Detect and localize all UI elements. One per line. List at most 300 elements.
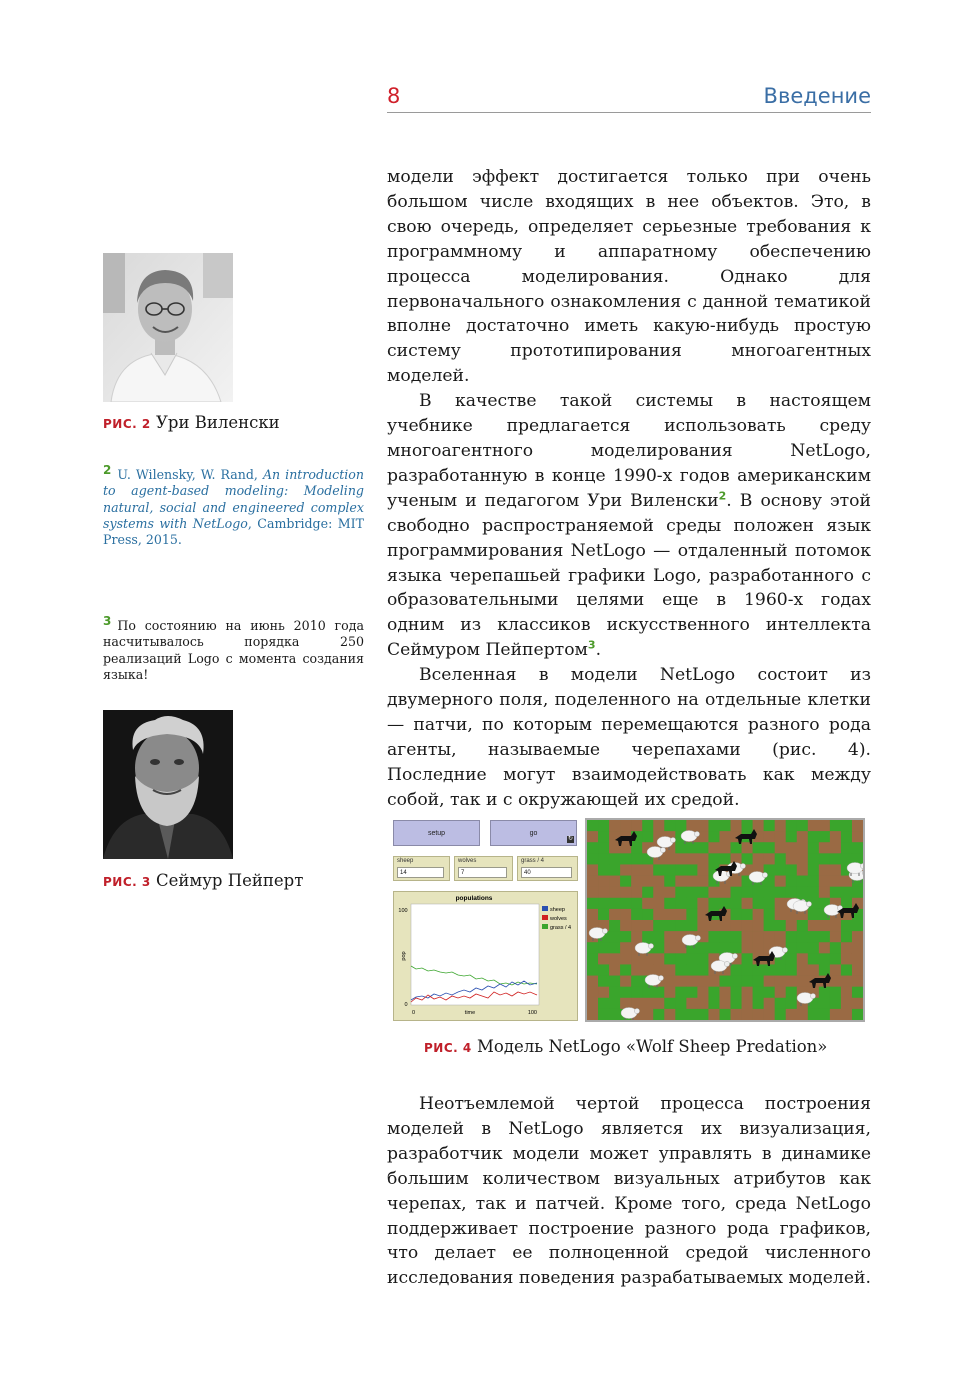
patch — [852, 976, 863, 987]
patch — [631, 976, 642, 987]
patch — [808, 831, 819, 842]
patch — [852, 998, 863, 1009]
footnote-ref-2[interactable]: 2 — [718, 489, 727, 503]
patch — [808, 876, 819, 887]
patch — [731, 942, 742, 953]
y-min-label: 0 — [404, 1002, 408, 1008]
patch — [642, 964, 653, 975]
patch — [609, 987, 620, 998]
patch — [609, 998, 620, 1009]
x-axis-label: time — [464, 1010, 476, 1016]
patch — [731, 998, 742, 1009]
patch — [852, 987, 863, 998]
photo-wilensky — [103, 253, 233, 402]
patch — [764, 964, 775, 975]
patch — [598, 998, 609, 1009]
patch — [653, 987, 664, 998]
patch — [631, 842, 642, 853]
patch — [653, 964, 664, 975]
patch — [620, 909, 631, 920]
patch — [819, 876, 830, 887]
patch — [708, 842, 719, 853]
patch — [631, 864, 642, 875]
patch — [753, 842, 764, 853]
populations-plot — [393, 891, 578, 1021]
patch — [675, 953, 686, 964]
patch — [664, 853, 675, 864]
patch — [697, 898, 708, 909]
patch — [587, 864, 598, 875]
patch — [642, 998, 653, 1009]
patch — [731, 887, 742, 898]
legend-swatch-wolves — [542, 915, 548, 920]
patch — [830, 953, 841, 964]
patch — [631, 953, 642, 964]
paragraph-3: Вселенная в модели NetLogo состоит из двумерного поля, поделенного на отдельные клетки — патчи, по которым перемещаются разного рода агенты, называемые черепахами (рис. 4). Последние могут взаимодействовать как между собой, так и с окружающей их средой. — [387, 665, 871, 810]
patch — [598, 876, 609, 887]
patch — [609, 864, 620, 875]
patch — [708, 998, 719, 1009]
patch — [852, 842, 863, 853]
patch — [797, 853, 808, 864]
patch — [808, 920, 819, 931]
patch — [675, 898, 686, 909]
patch — [653, 864, 664, 875]
sidenote-2: 2 U. Wilensky, W. Rand, An introduction to agent-based modeling: Modeling natural, social and engineered complex systems with NetLogo, Cambridge: MIT Press, 2015. — [103, 463, 364, 548]
patch — [642, 953, 653, 964]
patch — [731, 876, 742, 887]
patch — [852, 887, 863, 898]
patch — [675, 820, 686, 831]
patch — [587, 998, 598, 1009]
patch — [797, 953, 808, 964]
patch — [852, 1009, 863, 1020]
patch — [731, 931, 742, 942]
patch — [598, 953, 609, 964]
patch — [697, 1009, 708, 1020]
fig4-caption: РИС. 4 Модель NetLogo «Wolf Sheep Predation» — [424, 1037, 828, 1056]
patch — [808, 1009, 819, 1020]
patch — [642, 987, 653, 998]
patch — [764, 887, 775, 898]
main-text-bottom — [387, 1092, 871, 1291]
patch — [808, 887, 819, 898]
patch — [742, 998, 753, 1009]
patch — [675, 920, 686, 931]
patch — [819, 1009, 830, 1020]
patch — [764, 987, 775, 998]
patch — [664, 976, 675, 987]
patch — [686, 820, 697, 831]
patch — [819, 953, 830, 964]
patch — [587, 853, 598, 864]
patch — [786, 820, 797, 831]
patch — [642, 864, 653, 875]
patch — [753, 887, 764, 898]
patch — [764, 931, 775, 942]
patch — [708, 853, 719, 864]
patch — [697, 987, 708, 998]
patch — [653, 898, 664, 909]
patch — [620, 964, 631, 975]
patch — [631, 887, 642, 898]
patch — [620, 820, 631, 831]
legend-wolves: wolves — [550, 916, 567, 922]
patch — [742, 987, 753, 998]
patch — [830, 976, 841, 987]
patch — [742, 964, 753, 975]
patch — [653, 931, 664, 942]
patch — [786, 953, 797, 964]
patch — [775, 853, 786, 864]
patch — [830, 853, 841, 864]
patch — [631, 853, 642, 864]
patch — [841, 831, 852, 842]
patch — [653, 887, 664, 898]
patch — [697, 876, 708, 887]
patch — [675, 1009, 686, 1020]
patch — [797, 964, 808, 975]
patch — [819, 853, 830, 864]
patch — [697, 942, 708, 953]
patch — [819, 942, 830, 953]
patch — [664, 876, 675, 887]
paragraph-4: Неотъемлемой чертой процесса построения моделей в NetLogo является их визуализация, разработчик модели может управлять в динамике большим количеством визуальных атрибутов как черепах, так и патчей. Кроме того, среда NetLogo поддерживает построение разного рода графиков, что делает ее полноценной средой численного исследования поведения разрабатываемых моделей. — [387, 1094, 871, 1289]
patch — [631, 898, 642, 909]
patch — [653, 953, 664, 964]
patch — [830, 842, 841, 853]
plot-area — [411, 904, 539, 1005]
patch — [819, 998, 830, 1009]
patch — [731, 1009, 742, 1020]
patch — [819, 920, 830, 931]
patch — [852, 820, 863, 831]
patch — [708, 942, 719, 953]
patch — [819, 820, 830, 831]
patch — [587, 820, 598, 831]
page-number: 8 — [387, 84, 401, 108]
monitor-grass: grass / 4 40 — [517, 856, 578, 881]
patch — [841, 931, 852, 942]
patch — [797, 887, 808, 898]
patch — [786, 842, 797, 853]
patch — [598, 898, 609, 909]
patch — [841, 998, 852, 1009]
patch — [731, 909, 742, 920]
patch — [664, 820, 675, 831]
patch — [598, 964, 609, 975]
patch — [753, 853, 764, 864]
sidenote-3: 3 По состоянию на июнь 2010 года насчитывалось порядка 250 реализаций Logo с момента создания языка! — [103, 614, 364, 683]
patch — [786, 1009, 797, 1020]
patch — [775, 931, 786, 942]
patch — [841, 887, 852, 898]
patch — [797, 876, 808, 887]
patch — [753, 931, 764, 942]
patch — [719, 887, 730, 898]
patch — [775, 820, 786, 831]
patch — [819, 864, 830, 875]
patch — [775, 887, 786, 898]
patch — [686, 987, 697, 998]
patch — [664, 998, 675, 1009]
patch — [598, 887, 609, 898]
patch — [620, 987, 631, 998]
patch — [753, 964, 764, 975]
legend-swatch-grass — [542, 924, 548, 929]
patch — [753, 976, 764, 987]
legend-swatch-sheep — [542, 906, 548, 911]
patch — [675, 876, 686, 887]
patch — [775, 898, 786, 909]
patch — [742, 898, 753, 909]
footnote-ref-3[interactable]: 3 — [587, 638, 596, 652]
patch — [620, 876, 631, 887]
patch — [830, 1009, 841, 1020]
patch — [830, 964, 841, 975]
patch — [797, 942, 808, 953]
patch — [708, 898, 719, 909]
patch — [753, 1009, 764, 1020]
patch — [719, 920, 730, 931]
patch — [609, 887, 620, 898]
patch — [830, 876, 841, 887]
patch — [609, 1009, 620, 1020]
patch — [719, 942, 730, 953]
patch — [642, 909, 653, 920]
patch — [598, 853, 609, 864]
patch — [609, 876, 620, 887]
setup-button[interactable]: setup — [393, 820, 480, 846]
patch — [631, 964, 642, 975]
patch — [719, 998, 730, 1009]
patch — [620, 920, 631, 931]
patch — [742, 953, 753, 964]
x-min-label: 0 — [412, 1010, 416, 1016]
patch — [697, 853, 708, 864]
patch — [686, 964, 697, 975]
patch — [786, 987, 797, 998]
patch — [808, 964, 819, 975]
netlogo-screenshot — [391, 818, 866, 1023]
patch — [786, 920, 797, 931]
patch — [764, 820, 775, 831]
patch — [587, 942, 598, 953]
patch — [686, 864, 697, 875]
patch — [719, 898, 730, 909]
patch — [708, 1009, 719, 1020]
patch — [642, 820, 653, 831]
patch — [786, 876, 797, 887]
patch — [775, 964, 786, 975]
patch — [686, 998, 697, 1009]
patch — [598, 864, 609, 875]
patch — [631, 876, 642, 887]
patch — [808, 864, 819, 875]
patch — [664, 1009, 675, 1020]
patch — [852, 953, 863, 964]
patch — [797, 931, 808, 942]
patch — [852, 831, 863, 842]
patch — [664, 898, 675, 909]
patch — [598, 1009, 609, 1020]
patch — [852, 931, 863, 942]
patch — [830, 942, 841, 953]
patch — [587, 953, 598, 964]
patch — [852, 964, 863, 975]
patch — [620, 898, 631, 909]
paragraph-2: В качестве такой системы в настоящем учебнике предлагается использовать среду многоагентного моделирования NetLogo, разработанную в конце 1990-х годов американским ученым и педагогом Ури Виленски$^2$. В основу этой свободно распространяемой среды положен язык программирования NetLogo — отдаленный потомок языка черепашьей графики Logo, разработанного с образовательными целями еще в 1960-х годах одним из классиков искусственного интеллекта Сеймуром Пейпертом$^3$. — [387, 391, 871, 661]
patch — [775, 864, 786, 875]
patch — [719, 1009, 730, 1020]
patch — [697, 864, 708, 875]
patch — [753, 909, 764, 920]
patch — [609, 942, 620, 953]
patch — [786, 887, 797, 898]
patch — [598, 831, 609, 842]
patch — [797, 831, 808, 842]
patch — [742, 1009, 753, 1020]
patch — [697, 920, 708, 931]
patch — [686, 1009, 697, 1020]
patch — [675, 987, 686, 998]
patch — [719, 931, 730, 942]
patch — [841, 842, 852, 853]
patch — [686, 909, 697, 920]
patch — [686, 898, 697, 909]
patch — [620, 931, 631, 942]
patch — [675, 853, 686, 864]
y-max-label: 100 — [398, 908, 408, 914]
patch — [697, 976, 708, 987]
patch — [830, 887, 841, 898]
patch — [819, 931, 830, 942]
patch — [664, 887, 675, 898]
patch — [686, 953, 697, 964]
patch — [708, 831, 719, 842]
patch — [719, 976, 730, 987]
patch — [808, 842, 819, 853]
patch — [808, 931, 819, 942]
patch — [708, 931, 719, 942]
patch — [609, 820, 620, 831]
patch — [742, 976, 753, 987]
patch — [598, 842, 609, 853]
plot-title: populations — [455, 895, 493, 902]
patch — [642, 876, 653, 887]
patch — [686, 876, 697, 887]
patch — [598, 942, 609, 953]
patch — [841, 1009, 852, 1020]
monitor-sheep: sheep 14 — [393, 856, 450, 881]
patch — [697, 964, 708, 975]
patch — [808, 942, 819, 953]
patch — [653, 820, 664, 831]
patch — [609, 931, 620, 942]
patch — [697, 842, 708, 853]
patch — [675, 887, 686, 898]
patch — [830, 920, 841, 931]
patch — [819, 987, 830, 998]
main-text-top — [387, 165, 871, 813]
patch — [697, 887, 708, 898]
patch — [841, 953, 852, 964]
patch — [731, 920, 742, 931]
x-max-label: 100 — [527, 1010, 537, 1016]
patch — [742, 820, 753, 831]
patch — [775, 1009, 786, 1020]
running-header — [387, 82, 871, 113]
y-axis-label: pop — [401, 951, 407, 961]
patch — [697, 953, 708, 964]
patch — [764, 898, 775, 909]
patch — [797, 1009, 808, 1020]
patch — [775, 920, 786, 931]
fig2-caption: РИС. 2 Ури Виленски — [103, 413, 280, 432]
patch — [841, 853, 852, 864]
patch — [609, 920, 620, 931]
patch — [764, 909, 775, 920]
patch — [631, 820, 642, 831]
patch — [764, 920, 775, 931]
patch — [797, 976, 808, 987]
patch — [731, 987, 742, 998]
patch — [841, 920, 852, 931]
patch — [797, 842, 808, 853]
patch — [764, 853, 775, 864]
patch — [598, 820, 609, 831]
go-button[interactable]: go ↻ — [490, 820, 577, 846]
patch — [786, 864, 797, 875]
patch — [686, 976, 697, 987]
patch — [830, 998, 841, 1009]
patch — [753, 920, 764, 931]
patch — [731, 820, 742, 831]
patch — [797, 920, 808, 931]
patch — [830, 987, 841, 998]
patch — [642, 887, 653, 898]
patch — [631, 920, 642, 931]
patch — [598, 976, 609, 987]
patch — [819, 887, 830, 898]
patch — [764, 976, 775, 987]
patch — [708, 887, 719, 898]
patch — [786, 998, 797, 1009]
patch — [775, 909, 786, 920]
patch — [719, 853, 730, 864]
patch — [797, 820, 808, 831]
patch — [620, 887, 631, 898]
patch — [742, 887, 753, 898]
patch — [642, 831, 653, 842]
patch — [830, 831, 841, 842]
section-title: Введение — [763, 84, 871, 108]
patch — [587, 987, 598, 998]
patch — [653, 920, 664, 931]
patch — [587, 898, 598, 909]
patch — [609, 976, 620, 987]
patch — [642, 931, 653, 942]
patch — [775, 831, 786, 842]
patch — [620, 942, 631, 953]
patch — [587, 831, 598, 842]
patch — [719, 842, 730, 853]
patch — [653, 876, 664, 887]
patch — [708, 987, 719, 998]
patch — [852, 942, 863, 953]
patch — [841, 987, 852, 998]
patch — [786, 964, 797, 975]
